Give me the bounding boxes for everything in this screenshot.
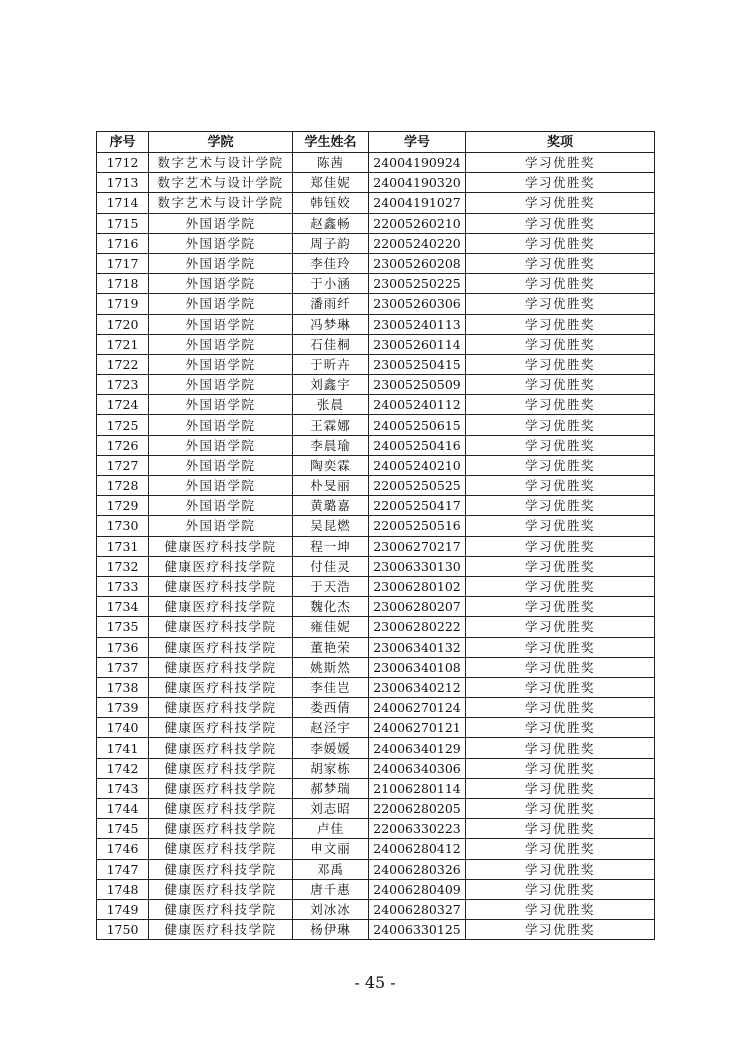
college-cell: 健康医疗科技学院	[149, 899, 293, 919]
table-row	[97, 899, 655, 919]
serial-number-cell: 1742	[97, 758, 149, 778]
award-cell: 学习优胜奖	[466, 617, 655, 637]
award-cell: 学习优胜奖	[466, 334, 655, 354]
student-id-cell: 22005260210	[369, 213, 466, 233]
college-cell: 外国语学院	[149, 334, 293, 354]
student-id-cell: 24006330125	[369, 920, 466, 940]
student-id-cell: 24005250615	[369, 415, 466, 435]
college-cell: 健康医疗科技学院	[149, 617, 293, 637]
table-row	[97, 496, 655, 516]
serial-number-cell: 1736	[97, 637, 149, 657]
student-name-cell: 刘志昭	[293, 799, 369, 819]
table-row	[97, 536, 655, 556]
college-cell: 健康医疗科技学院	[149, 738, 293, 758]
student-name-cell: 李媛媛	[293, 738, 369, 758]
serial-number-cell: 1714	[97, 193, 149, 213]
serial-number-cell: 1733	[97, 576, 149, 596]
college-cell: 健康医疗科技学院	[149, 799, 293, 819]
award-cell: 学习优胜奖	[466, 839, 655, 859]
award-cell: 学习优胜奖	[466, 637, 655, 657]
award-cell: 学习优胜奖	[466, 395, 655, 415]
serial-number-cell: 1731	[97, 536, 149, 556]
header-award: 奖项	[466, 132, 655, 153]
award-cell: 学习优胜奖	[466, 718, 655, 738]
serial-number-cell: 1743	[97, 778, 149, 798]
student-name-cell: 吴昆燃	[293, 516, 369, 536]
serial-number-cell: 1734	[97, 597, 149, 617]
table-row	[97, 617, 655, 637]
table-row	[97, 920, 655, 940]
college-cell: 数字艺术与设计学院	[149, 153, 293, 173]
serial-number-cell: 1713	[97, 173, 149, 193]
college-cell: 外国语学院	[149, 435, 293, 455]
serial-number-cell: 1718	[97, 274, 149, 294]
serial-number-cell: 1748	[97, 879, 149, 899]
student-name-cell: 申文丽	[293, 839, 369, 859]
table-row	[97, 153, 655, 173]
student-name-cell: 姚斯然	[293, 657, 369, 677]
award-cell: 学习优胜奖	[466, 920, 655, 940]
serial-number-cell: 1729	[97, 496, 149, 516]
header-serial-number: 序号	[97, 132, 149, 153]
college-cell: 健康医疗科技学院	[149, 778, 293, 798]
student-id-cell: 23005260306	[369, 294, 466, 314]
header-student-id: 学号	[369, 132, 466, 153]
serial-number-cell: 1716	[97, 233, 149, 253]
college-cell: 健康医疗科技学院	[149, 637, 293, 657]
serial-number-cell: 1725	[97, 415, 149, 435]
award-cell: 学习优胜奖	[466, 516, 655, 536]
student-id-cell: 23006270217	[369, 536, 466, 556]
student-name-cell: 程一坤	[293, 536, 369, 556]
college-cell: 外国语学院	[149, 375, 293, 395]
award-cell: 学习优胜奖	[466, 233, 655, 253]
serial-number-cell: 1749	[97, 899, 149, 919]
table-row	[97, 839, 655, 859]
student-name-cell: 韩钰姣	[293, 193, 369, 213]
award-cell: 学习优胜奖	[466, 193, 655, 213]
college-cell: 健康医疗科技学院	[149, 819, 293, 839]
award-cell: 学习优胜奖	[466, 354, 655, 374]
award-cell: 学习优胜奖	[466, 899, 655, 919]
student-id-cell: 22006280205	[369, 799, 466, 819]
student-id-cell: 22005250516	[369, 516, 466, 536]
student-id-cell: 23006340132	[369, 637, 466, 657]
student-id-cell: 24006280409	[369, 879, 466, 899]
student-id-cell: 23006330130	[369, 556, 466, 576]
student-id-cell: 22005240220	[369, 233, 466, 253]
student-id-cell: 24005240112	[369, 395, 466, 415]
award-cell: 学习优胜奖	[466, 556, 655, 576]
serial-number-cell: 1746	[97, 839, 149, 859]
college-cell: 健康医疗科技学院	[149, 657, 293, 677]
student-name-cell: 周子韵	[293, 233, 369, 253]
table-row	[97, 758, 655, 778]
serial-number-cell: 1750	[97, 920, 149, 940]
serial-number-cell: 1730	[97, 516, 149, 536]
college-cell: 外国语学院	[149, 233, 293, 253]
award-cell: 学习优胜奖	[466, 294, 655, 314]
table-row	[97, 455, 655, 475]
table-header	[97, 132, 655, 153]
college-cell: 外国语学院	[149, 516, 293, 536]
award-cell: 学习优胜奖	[466, 476, 655, 496]
college-cell: 外国语学院	[149, 415, 293, 435]
award-cell: 学习优胜奖	[466, 859, 655, 879]
college-cell: 健康医疗科技学院	[149, 758, 293, 778]
serial-number-cell: 1747	[97, 859, 149, 879]
table-row	[97, 597, 655, 617]
table-row	[97, 233, 655, 253]
table-row	[97, 677, 655, 697]
student-name-cell: 王霖娜	[293, 415, 369, 435]
student-id-cell: 23006280207	[369, 597, 466, 617]
student-name-cell: 董艳荣	[293, 637, 369, 657]
serial-number-cell: 1745	[97, 819, 149, 839]
student-id-cell: 24006340129	[369, 738, 466, 758]
award-cell: 学习优胜奖	[466, 698, 655, 718]
award-cell: 学习优胜奖	[466, 597, 655, 617]
student-name-cell: 刘鑫宇	[293, 375, 369, 395]
serial-number-cell: 1735	[97, 617, 149, 637]
award-cell: 学习优胜奖	[466, 153, 655, 173]
college-cell: 健康医疗科技学院	[149, 576, 293, 596]
award-cell: 学习优胜奖	[466, 778, 655, 798]
college-cell: 健康医疗科技学院	[149, 879, 293, 899]
header-student-name: 学生姓名	[293, 132, 369, 153]
table-row	[97, 274, 655, 294]
award-cell: 学习优胜奖	[466, 375, 655, 395]
student-id-cell: 24006280326	[369, 859, 466, 879]
student-name-cell: 郝梦瑞	[293, 778, 369, 798]
award-cell: 学习优胜奖	[466, 799, 655, 819]
college-cell: 外国语学院	[149, 274, 293, 294]
header-college: 学院	[149, 132, 293, 153]
student-name-cell: 赵鑫畅	[293, 213, 369, 233]
student-id-cell: 23006280102	[369, 576, 466, 596]
page-number: - 45 -	[354, 973, 396, 992]
college-cell: 外国语学院	[149, 455, 293, 475]
award-cell: 学习优胜奖	[466, 677, 655, 697]
college-cell: 健康医疗科技学院	[149, 556, 293, 576]
table-row	[97, 193, 655, 213]
serial-number-cell: 1727	[97, 455, 149, 475]
table-row	[97, 476, 655, 496]
student-id-cell: 23006340212	[369, 677, 466, 697]
table-row	[97, 799, 655, 819]
student-name-cell: 赵泾宇	[293, 718, 369, 738]
student-id-cell: 24004190320	[369, 173, 466, 193]
student-id-cell: 23005250509	[369, 375, 466, 395]
student-name-cell: 于昕卉	[293, 354, 369, 374]
student-name-cell: 冯梦琳	[293, 314, 369, 334]
award-cell: 学习优胜奖	[466, 253, 655, 273]
student-name-cell: 于天浩	[293, 576, 369, 596]
award-cell: 学习优胜奖	[466, 415, 655, 435]
college-cell: 健康医疗科技学院	[149, 677, 293, 697]
student-name-cell: 潘雨纤	[293, 294, 369, 314]
student-id-cell: 21006280114	[369, 778, 466, 798]
award-cell: 学习优胜奖	[466, 879, 655, 899]
student-name-cell: 唐千惠	[293, 879, 369, 899]
college-cell: 健康医疗科技学院	[149, 718, 293, 738]
serial-number-cell: 1738	[97, 677, 149, 697]
table-row	[97, 778, 655, 798]
student-id-cell: 23006340108	[369, 657, 466, 677]
student-name-cell: 张晨	[293, 395, 369, 415]
award-cell: 学习优胜奖	[466, 758, 655, 778]
award-cell: 学习优胜奖	[466, 536, 655, 556]
serial-number-cell: 1720	[97, 314, 149, 334]
student-name-cell: 付佳灵	[293, 556, 369, 576]
student-id-cell: 24006280412	[369, 839, 466, 859]
table-row	[97, 334, 655, 354]
table-row	[97, 819, 655, 839]
student-name-cell: 郑佳妮	[293, 173, 369, 193]
student-name-cell: 陶奕霖	[293, 455, 369, 475]
student-id-cell: 23006280222	[369, 617, 466, 637]
serial-number-cell: 1732	[97, 556, 149, 576]
student-name-cell: 朴旻丽	[293, 476, 369, 496]
award-list-table-container	[96, 131, 654, 940]
table-row	[97, 637, 655, 657]
table-row	[97, 294, 655, 314]
serial-number-cell: 1721	[97, 334, 149, 354]
serial-number-cell: 1728	[97, 476, 149, 496]
student-name-cell: 卢佳	[293, 819, 369, 839]
serial-number-cell: 1726	[97, 435, 149, 455]
table-row	[97, 375, 655, 395]
student-id-cell: 24005240210	[369, 455, 466, 475]
student-id-cell: 23005260114	[369, 334, 466, 354]
college-cell: 外国语学院	[149, 496, 293, 516]
student-id-cell: 24004191027	[369, 193, 466, 213]
serial-number-cell: 1722	[97, 354, 149, 374]
serial-number-cell: 1737	[97, 657, 149, 677]
serial-number-cell: 1740	[97, 718, 149, 738]
student-id-cell: 24004190924	[369, 153, 466, 173]
student-name-cell: 刘冰冰	[293, 899, 369, 919]
award-cell: 学习优胜奖	[466, 455, 655, 475]
college-cell: 健康医疗科技学院	[149, 859, 293, 879]
student-name-cell: 雍佳妮	[293, 617, 369, 637]
serial-number-cell: 1717	[97, 253, 149, 273]
table-row	[97, 698, 655, 718]
college-cell: 外国语学院	[149, 253, 293, 273]
student-name-cell: 黄璐嘉	[293, 496, 369, 516]
college-cell: 外国语学院	[149, 354, 293, 374]
award-cell: 学习优胜奖	[466, 314, 655, 334]
college-cell: 外国语学院	[149, 314, 293, 334]
table-row	[97, 718, 655, 738]
student-name-cell: 李佳岂	[293, 677, 369, 697]
college-cell: 外国语学院	[149, 395, 293, 415]
table-row	[97, 415, 655, 435]
student-id-cell: 22005250417	[369, 496, 466, 516]
serial-number-cell: 1723	[97, 375, 149, 395]
college-cell: 健康医疗科技学院	[149, 839, 293, 859]
student-name-cell: 于小涵	[293, 274, 369, 294]
student-id-cell: 24006270124	[369, 698, 466, 718]
student-id-cell: 22006330223	[369, 819, 466, 839]
table-row	[97, 435, 655, 455]
table-row	[97, 395, 655, 415]
student-id-cell: 24006340306	[369, 758, 466, 778]
student-name-cell: 石佳桐	[293, 334, 369, 354]
serial-number-cell: 1739	[97, 698, 149, 718]
serial-number-cell: 1741	[97, 738, 149, 758]
student-id-cell: 23005250415	[369, 354, 466, 374]
college-cell: 数字艺术与设计学院	[149, 173, 293, 193]
student-id-cell: 23005260208	[369, 253, 466, 273]
serial-number-cell: 1712	[97, 153, 149, 173]
table-row	[97, 576, 655, 596]
student-id-cell: 24006280327	[369, 899, 466, 919]
header-row	[97, 132, 655, 153]
college-cell: 外国语学院	[149, 476, 293, 496]
award-cell: 学习优胜奖	[466, 819, 655, 839]
award-cell: 学习优胜奖	[466, 173, 655, 193]
student-id-cell: 22005250525	[369, 476, 466, 496]
college-cell: 外国语学院	[149, 213, 293, 233]
student-id-cell: 23005250225	[369, 274, 466, 294]
table-row	[97, 173, 655, 193]
student-name-cell: 李晨瑜	[293, 435, 369, 455]
serial-number-cell: 1744	[97, 799, 149, 819]
student-name-cell: 娄西倩	[293, 698, 369, 718]
table-row	[97, 314, 655, 334]
table-row	[97, 556, 655, 576]
award-cell: 学习优胜奖	[466, 576, 655, 596]
award-cell: 学习优胜奖	[466, 274, 655, 294]
table-row	[97, 738, 655, 758]
table-row	[97, 859, 655, 879]
table-row	[97, 879, 655, 899]
table-row	[97, 516, 655, 536]
college-cell: 健康医疗科技学院	[149, 536, 293, 556]
college-cell: 健康医疗科技学院	[149, 698, 293, 718]
award-cell: 学习优胜奖	[466, 738, 655, 758]
table-row	[97, 253, 655, 273]
serial-number-cell: 1715	[97, 213, 149, 233]
student-id-cell: 23005240113	[369, 314, 466, 334]
college-cell: 健康医疗科技学院	[149, 920, 293, 940]
table-row	[97, 354, 655, 374]
table-row	[97, 213, 655, 233]
table-body	[97, 153, 655, 940]
student-name-cell: 杨伊琳	[293, 920, 369, 940]
student-id-cell: 24005250416	[369, 435, 466, 455]
student-name-cell: 胡家栋	[293, 758, 369, 778]
serial-number-cell: 1719	[97, 294, 149, 314]
student-name-cell: 魏化杰	[293, 597, 369, 617]
award-cell: 学习优胜奖	[466, 657, 655, 677]
college-cell: 健康医疗科技学院	[149, 597, 293, 617]
college-cell: 外国语学院	[149, 294, 293, 314]
college-cell: 数字艺术与设计学院	[149, 193, 293, 213]
student-id-cell: 24006270121	[369, 718, 466, 738]
award-cell: 学习优胜奖	[466, 496, 655, 516]
student-name-cell: 邓禹	[293, 859, 369, 879]
student-name-cell: 李佳玲	[293, 253, 369, 273]
award-cell: 学习优胜奖	[466, 213, 655, 233]
student-name-cell: 陈茜	[293, 153, 369, 173]
award-list-table	[96, 131, 655, 940]
award-cell: 学习优胜奖	[466, 435, 655, 455]
table-row	[97, 657, 655, 677]
serial-number-cell: 1724	[97, 395, 149, 415]
